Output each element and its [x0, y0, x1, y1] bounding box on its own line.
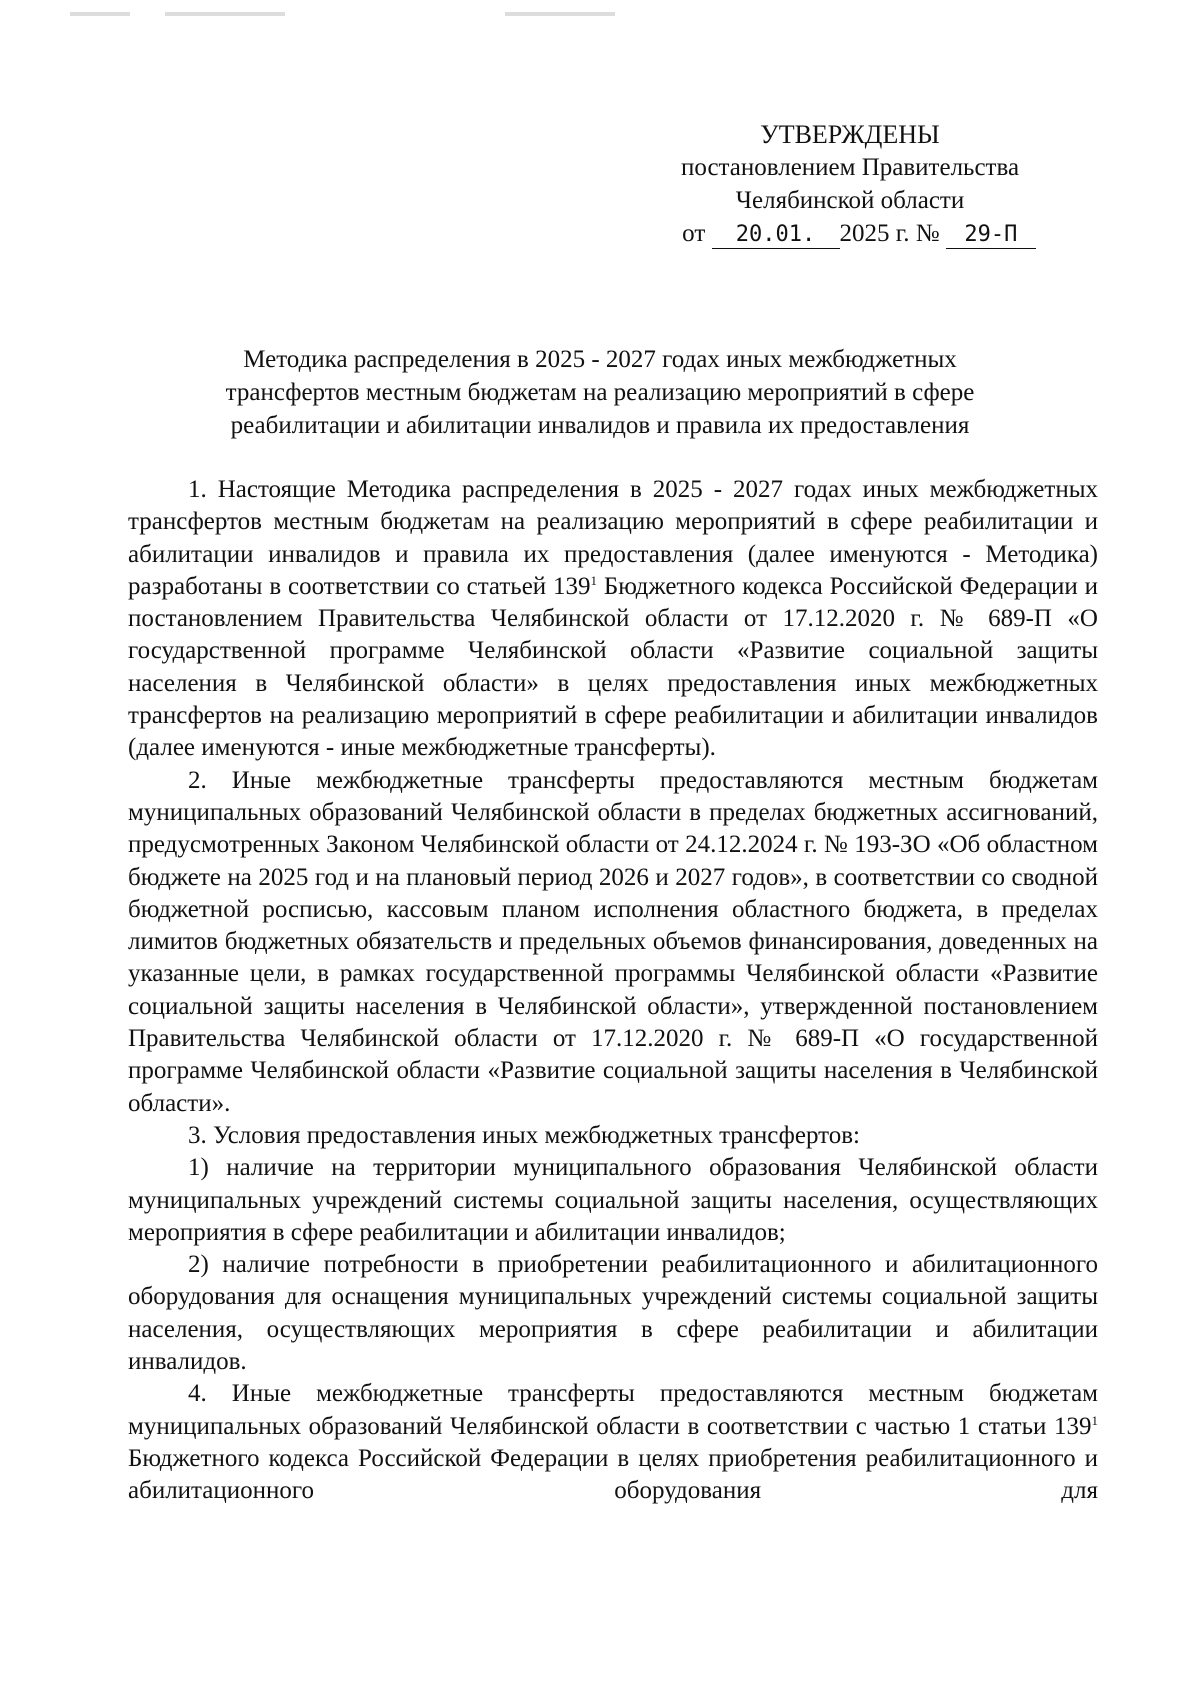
scan-artifact [165, 12, 285, 16]
paragraph-3-item-1: 1) наличие на территории муниципального образования Челябинской области муниципальных учреждений системы социальной защиты населения, осуществляющих мероприятия в сфере реабилитации и абилитации инвалидов; [128, 1154, 1098, 1246]
paragraph-3: 3. Условия предоставления иных межбюджетных трансфертов: [188, 1121, 860, 1149]
paragraph-text: Бюджетного кодекса Российской Федерации в целях приобретения реабилитационного и абилитационного оборудования для [128, 1444, 1098, 1505]
superscript: 1 [1091, 1412, 1098, 1428]
paragraph-3-item-2: 2) наличие потребности в приобретении реабилитационного и абилитационного оборудования для оснащения муниципальных учреждений системы социальной защиты населения, осуществляющих мероприятия в сфере реабилитации и абилитации инвалидов. [128, 1251, 1098, 1376]
document-title [160, 343, 1040, 442]
scan-artifact [70, 12, 130, 16]
approval-number: 29-П [946, 222, 1036, 249]
scan-artifact [505, 12, 615, 16]
title-line: Методика распределения в 2025 - 2027 годах иных межбюджетных [243, 346, 957, 373]
approval-date-line [618, 217, 1100, 250]
paragraph-text: Бюджетного кодекса Российской Федерации и постановлением Правительства Челябинской области от 17.12.2020 г. № 689-П «О государственной программе Челябинской области «Развитие социальной защиты населения в Челябинской области» в целях предоставления иных межбюджетных трансфертов на реализацию мероприятий в сфере реабилитации и абилитации инвалидов (далее именуются - иные межбюджетные трансферты). [128, 572, 1098, 762]
approval-line: Челябинской области [735, 187, 965, 214]
title-line: реабилитации и абилитации инвалидов и правила их предоставления [230, 412, 970, 439]
paragraph-2: 2. Иные межбюджетные трансферты предоставляются местным бюджетам муниципальных образований Челябинской области в пределах бюджетных ассигнований, предусмотренных Законом Челябинской области от 24.12.2024 г. № 193-ЗО «Об областном бюджете на 2025 год и на плановый период 2026 и 2027 годов», в соответствии со сводной бюджетной росписью, кассовым планом исполнения областного бюджета, в пределах лимитов бюджетных обязательств и предельных объемов финансирования, доведенных на указанные цели, в рамках государственной программы Челябинской области «Развитие социальной защиты населения в Челябинской области», утвержденной постановлением Правительства Челябинской области от 17.12.2020 г. № 689-П «О государственной программе Челябинской области «Развитие социальной защиты населения в Челябинской области». [128, 766, 1098, 1117]
paragraph-text: 4. Иные межбюджетные трансферты предоставляются местным бюджетам муниципальных образований Челябинской области в соответствии с частью 1 статьи 139 [128, 1380, 1098, 1440]
paragraph-4 [128, 1378, 1098, 1507]
paragraph-1 [128, 474, 1098, 765]
paragraph-text: 1. Настоящие Методика распределения в 2025 - 2027 годах иных межбюджетных трансфертов местным бюджетам на реализацию мероприятий в сфере реабилитации и абилитации инвалидов и правила их предоставления (далее именуются - Методика) разработаны в соответствии со статьей 139 [128, 476, 1098, 600]
approval-heading: УТВЕРЖДЕНЫ [760, 120, 940, 149]
approval-date: 20.01. [712, 222, 840, 249]
superscript: 1 [590, 572, 598, 588]
approval-line: постановлением Правительства [680, 154, 1020, 181]
date-prefix: от [682, 220, 706, 247]
approval-year: 2025 г. № [839, 220, 940, 247]
document-body [128, 474, 1098, 1508]
title-line: трансфертов местным бюджетам на реализацию мероприятий в сфере [225, 379, 975, 406]
approval-stamp [600, 118, 1100, 250]
